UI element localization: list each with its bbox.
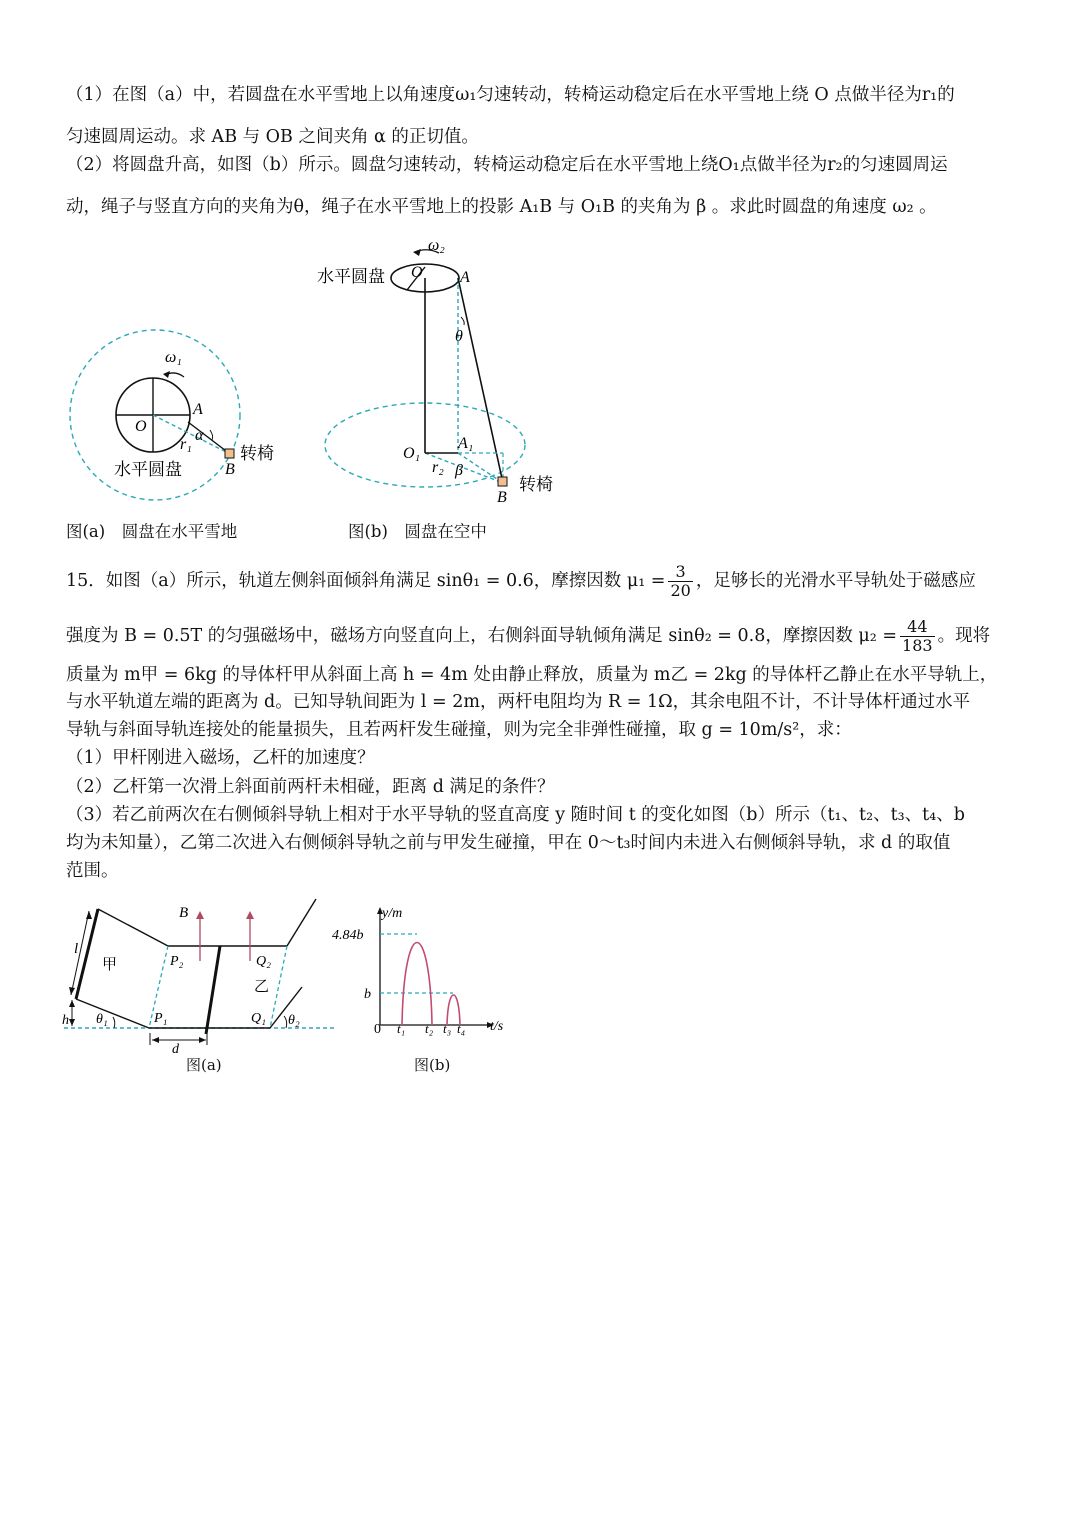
chair-square-b — [498, 477, 507, 486]
q15-line5: 导轨与斜面导轨连接处的能量损失，且若两杆发生碰撞，则为完全非弹性碰撞，取 g = 10m/s²，求： — [66, 720, 852, 740]
q15-line6: （1）甲杆刚进入磁场，乙杆的加速度？ — [66, 748, 375, 768]
mu1-denominator: 20 — [670, 581, 691, 600]
q15-line1-end: ，足够长的光滑水平导轨处于磁感应 — [695, 571, 976, 591]
figure-b-disk-in-air — [315, 235, 575, 510]
disk-label-a: 水平圆盘 — [114, 460, 182, 479]
disk-label-b: 水平圆盘 — [317, 267, 385, 286]
omega2-label: ω₂ — [428, 237, 445, 254]
q15-line2 — [66, 618, 990, 655]
height-h-label: h — [62, 1013, 69, 1028]
point-A-label: A — [193, 401, 203, 418]
point-O-label-b: O — [411, 264, 423, 281]
mu1-fraction — [668, 563, 692, 600]
t-axis-label: t/s — [490, 1019, 504, 1034]
r2-label: r₂ — [432, 459, 444, 476]
theta-label: θ — [455, 328, 463, 345]
point-B-label: B — [225, 461, 235, 478]
y-axis-label: y/m — [382, 906, 403, 921]
mu2-numerator: 44 — [900, 618, 935, 637]
point-Q2-label: Q₂ — [256, 954, 271, 969]
figure-a-disk-on-snow — [60, 330, 274, 510]
q14-part1-line1: （1）在图（a）中，若圆盘在水平雪地上以角速度ω₁匀速转动，转椅运动稳定后在水平雪地上绕 O 点做半径为r₁的 — [66, 85, 955, 105]
tick-t2: t₂ — [425, 1021, 434, 1036]
figure-15b-caption: 图(b) — [414, 1056, 451, 1074]
rod-yi — [206, 946, 220, 1034]
point-B-label-b: B — [497, 489, 507, 506]
point-Q1-label: Q₁ — [251, 1011, 266, 1026]
distance-d-label: d — [172, 1042, 179, 1057]
figure-15b-height-time-graph — [330, 895, 520, 1045]
rod-yi-label: 乙 — [254, 979, 270, 995]
tick-b: b — [364, 987, 371, 1002]
point-O1-label: O₁ — [403, 445, 421, 462]
point-P2-label: P₂ — [170, 954, 184, 969]
tick-t4: t₄ — [457, 1021, 466, 1036]
point-A1-label: A₁ — [458, 435, 474, 452]
point-P1-label: P₁ — [154, 1011, 168, 1026]
chair-label-b: 转椅 — [519, 475, 553, 494]
alpha-label: α — [195, 427, 204, 444]
q15-line4: 与水平轨道左端的距离为 d。已知导轨间距为 l = 2m，两杆电阻均为 R = 1Ω，其余电阻不计，不计导体杆通过水平 — [66, 692, 971, 712]
figure-15a-rails — [62, 895, 342, 1055]
curve-first-climb — [402, 943, 432, 1026]
tick-4.84b: 4.84b — [332, 928, 364, 943]
theta2-label: θ₂ — [288, 1013, 300, 1028]
mu2-denominator: 183 — [902, 636, 933, 655]
point-A-label-b: A — [460, 269, 470, 286]
figure-15a-caption: 图(a) — [186, 1056, 222, 1074]
q15-line3: 质量为 m甲 = 6kg 的导体杆甲从斜面上高 h = 4m 处由静止释放，质量为 m乙 = 2kg 的导体杆乙静止在水平导轨上， — [66, 665, 998, 685]
q15-line2-end: 。现将 — [937, 626, 991, 646]
q15-line2-start: 强度为 B = 0.5T 的匀强磁场中，磁场方向竖直向上，右侧斜面导轨倾角满足 sinθ₂ = 0.8，摩擦因数 μ₂ = — [66, 626, 898, 646]
chair-square — [225, 449, 234, 458]
length-l-label: l — [74, 941, 79, 957]
tick-t3: t₃ — [443, 1021, 452, 1036]
q15-line1-start: 15．如图（a）所示，轨道左侧斜面倾斜角满足 sinθ₁ = 0.6，摩擦因数 μ₁ = — [66, 571, 666, 591]
tick-t1: t₁ — [397, 1021, 406, 1036]
q15-line9: 均为未知量），乙第二次进入右侧倾斜导轨之前与甲发生碰撞，甲在 0～t₃时间内未进入右侧倾斜导轨，求 d 的取值 — [66, 833, 951, 853]
figure-b-caption: 图(b) 圆盘在空中 — [348, 522, 487, 541]
figure-a-caption: 图(a) 圆盘在水平雪地 — [66, 522, 238, 541]
chair-label-a: 转椅 — [240, 444, 274, 463]
mu1-numerator: 3 — [668, 563, 692, 582]
rope-AB-b — [458, 278, 503, 483]
beta-label: β — [455, 462, 463, 479]
omega1-label: ω₁ — [165, 349, 182, 366]
q14-part2-line2: 动，绳子与竖直方向的夹角为θ，绳子在水平雪地上的投影 A₁B 与 O₁B 的夹角为 β 。求此时圆盘的角速度 ω₂ 。 — [66, 197, 937, 217]
origin-label: 0 — [374, 1022, 381, 1037]
rod-jia-label: 甲 — [102, 957, 118, 973]
q15-line1 — [66, 563, 976, 600]
q14-part2-line1: （2）将圆盘升高，如图（b）所示。圆盘匀速转动，转椅运动稳定后在水平雪地上绕O₁点做半径为r₂的匀速圆周运 — [66, 155, 948, 175]
field-B-label: B — [179, 905, 189, 921]
q15-line8: （3）若乙前两次在右侧倾斜导轨上相对于水平导轨的竖直高度 y 随时间 t 的变化如图（b）所示（t₁、t₂、t₃、t₄、b — [66, 805, 965, 825]
q15-line7: （2）乙杆第一次滑上斜面前两杆未相碰，距离 d 满足的条件？ — [66, 777, 555, 797]
r1-label: r₁ — [180, 436, 192, 453]
mu2-fraction — [900, 618, 935, 655]
theta1-label: θ₁ — [96, 1012, 108, 1027]
q15-line10: 范围。 — [66, 861, 119, 881]
point-O-label: O — [135, 418, 147, 435]
q14-part1-line2: 匀速圆周运动。求 AB 与 OB 之间夹角 α 的正切值。 — [66, 127, 479, 147]
